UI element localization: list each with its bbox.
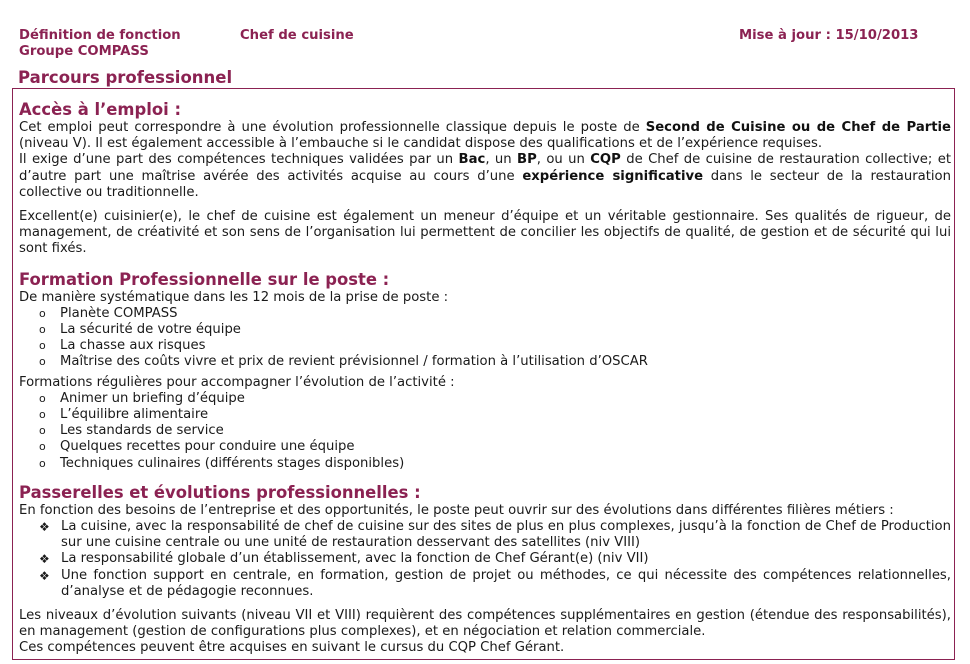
header-left [19, 28, 181, 60]
text: Cet emploi peut correspondre à une évolution professionnelle classique depuis le poste de [19, 120, 646, 135]
acces-title: Accès à l’emploi : [19, 100, 181, 119]
list-item-text: L’équilibre alimentaire [60, 407, 209, 423]
circle-bullet-icon: o [39, 306, 46, 320]
list-item [19, 439, 951, 455]
list-item-text: La responsabilité globale d’un établissement, avec la fonction de Chef Gérant(e) (niv VII) [61, 551, 649, 567]
list-item-text: Techniques culinaires (différents stages disponibles) [60, 455, 405, 471]
formation-title: Formation Professionnelle sur le poste : [19, 269, 390, 289]
list-item [19, 322, 951, 338]
circle-bullet-icon: o [39, 408, 46, 422]
circle-bullet-icon: o [39, 440, 46, 454]
list-item-text: Planète COMPASS [60, 305, 178, 321]
doc-type: Définition de fonction [19, 28, 181, 43]
circle-bullet-icon: o [39, 456, 46, 470]
text: de Chef de cuisine de restauration collective; et d’autre part une maîtrise avérée des activités acquise au cours d’une [19, 152, 951, 184]
company-name: Groupe COMPASS [19, 44, 149, 59]
acces-paragraph-3: Excellent(e) cuisinier(e), le chef de cuisine est également un meneur d’équipe et un véritable gestionnaire. Ses qualités de rigueur, de management, de créativité et son sens de l’organisation lui permettent de concilier les objectifs de qualité, de gestion et de sécurité qui lui sont fixés. [19, 209, 951, 257]
acces-paragraph-1 [19, 120, 951, 152]
passerelles-outro-2: Ces compétences peuvent être acquises en suivant le cursus du CQP Chef Gérant. [19, 640, 565, 656]
list-item-text: Animer un briefing d’équipe [60, 390, 245, 406]
list-item-text: La chasse aux risques [60, 338, 206, 354]
circle-bullet-icon: o [39, 355, 46, 369]
passerelles-title: Passerelles et évolutions professionnelles : [19, 482, 421, 502]
text: Il exige d’une part des compétences techniques validées par un [19, 152, 459, 168]
formation-list-2 [19, 391, 951, 472]
list-item-text: La sécurité de votre équipe [60, 322, 241, 338]
list-item [19, 519, 951, 551]
list-item [19, 338, 951, 354]
diamond-bullet-icon: ❖ [39, 568, 50, 583]
list-item [19, 423, 951, 439]
bold-text: expérience significative [522, 168, 704, 184]
list-item [19, 306, 951, 322]
bold-text: BP [517, 152, 537, 168]
list-item [19, 551, 951, 567]
circle-bullet-icon: o [39, 339, 46, 353]
content [19, 100, 951, 657]
formation-intro-1: De manière systématique dans les 12 mois de la prise de poste : [19, 289, 449, 305]
acces-paragraph-2 [19, 152, 951, 201]
formation-list-1 [19, 306, 951, 371]
passerelles-outro-1: Les niveaux d’évolution suivants (niveau VII et VIII) requièrent des compétences supplémentaires en gestion (étendue des responsabilités), en management (gestion de configurations plus complexes), et en négociation et relation commerciale. [19, 608, 951, 640]
text: , ou un [536, 152, 591, 168]
text: dans le secteur de la restauration collective ou traditionnelle. [19, 168, 951, 200]
passerelles-list [19, 519, 951, 600]
list-item [19, 456, 951, 472]
list-item [19, 407, 951, 423]
circle-bullet-icon: o [39, 424, 46, 438]
diamond-bullet-icon: ❖ [39, 552, 50, 567]
list-item-text: Les standards de service [60, 423, 224, 439]
list-item-text: Maîtrise des coûts vivre et prix de revient prévisionnel / formation à l’utilisation d’OSCAR [60, 354, 648, 370]
bold-text: Second de Cuisine ou de Chef de Partie [645, 120, 951, 135]
list-item-text: La cuisine, avec la responsabilité de chef de cuisine sur des sites de plus en plus complexes, jusqu’à la fonction de Chef de Production sur une cuisine centrale ou une unité de restauration desservant des satellites (niv VIII) [61, 519, 951, 551]
circle-bullet-icon: o [39, 323, 46, 337]
job-title: Chef de cuisine [240, 28, 354, 43]
section-title: Parcours professionnel [18, 68, 233, 87]
text: , un [485, 152, 518, 168]
update-date: Mise à jour : 15/10/2013 [739, 28, 919, 43]
diamond-bullet-icon: ❖ [39, 520, 50, 535]
formation-intro-2: Formations régulières pour accompagner l’évolution de l’activité : [19, 374, 455, 390]
list-item [19, 568, 951, 600]
list-item [19, 354, 951, 370]
list-item [19, 391, 951, 407]
circle-bullet-icon: o [39, 391, 46, 405]
list-item-text: Quelques recettes pour conduire une équipe [60, 439, 355, 455]
bold-text: Bac [458, 152, 486, 168]
passerelles-intro: En fonction des besoins de l’entreprise et des opportunités, le poste peut ouvrir sur des évolutions dans différentes filières métiers : [19, 502, 894, 518]
bold-text: CQP [590, 152, 621, 168]
text: (niveau V). Il est également accessible à l’embauche si le candidat dispose des qualifications et de l’expérience requises. [19, 136, 823, 152]
list-item-text: Une fonction support en centrale, en formation, gestion de projet ou méthodes, ce qui nécessite des compétences relationnelles, d’analyse et de pédagogie reconnues. [61, 567, 951, 599]
